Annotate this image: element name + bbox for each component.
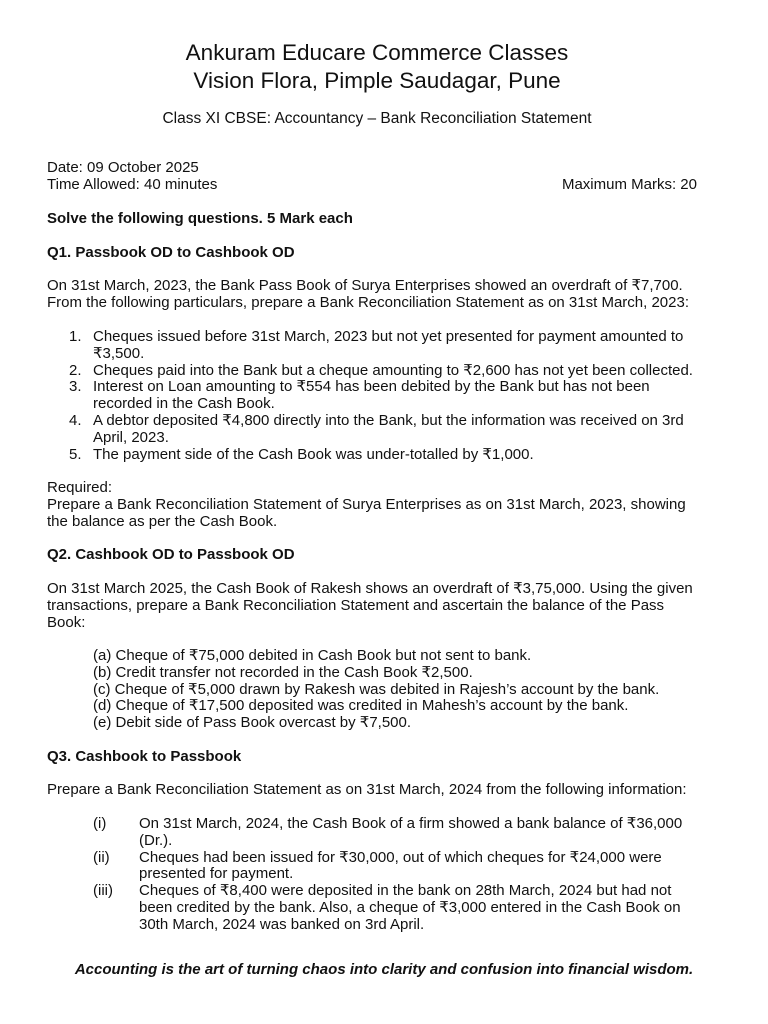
q3-item — [47, 883, 709, 933]
q1-item-number: 3. — [69, 378, 82, 396]
q2-list — [47, 648, 707, 732]
q1-item-number: 1. — [69, 328, 82, 345]
q1-item-text: A debtor deposited ₹4,800 directly into the Bank, but the information was received on 3rd — [93, 411, 684, 429]
q3-item-text: 30th March, 2024 was banked on 3rd April. — [139, 915, 425, 933]
exam-meta-row — [47, 177, 707, 194]
q3-item-text: On 31st March, 2024, the Cash Book of a firm showed a bank balance of ₹36,000 — [139, 815, 683, 832]
q1-item-text: Cheques issued before 31st March, 2023 but not yet presented for payment amounted to — [93, 328, 684, 345]
q3-item-text: been credited by the bank. Also, a cheque of ₹3,000 entered in the Cash Book on — [139, 898, 681, 916]
q3-item-text: (Dr.). — [139, 831, 173, 849]
exam-date: Date: 09 October 2025 — [47, 159, 199, 176]
q1-item — [47, 363, 705, 380]
q3-intro: Prepare a Bank Reconciliation Statement as on 31st March, 2024 from the following information: — [47, 781, 687, 798]
q3-item-text: Cheques of ₹8,400 were deposited in the bank on 28th March, 2024 but had not — [139, 882, 672, 900]
q1-required — [47, 480, 707, 530]
q1-item — [47, 413, 705, 447]
instruction: Solve the following questions. 5 Mark each — [47, 210, 353, 227]
q1-item-number: 4. — [69, 411, 82, 429]
q2-intro-line: On 31st March 2025, the Cash Book of Rakesh shows an overdraft of ₹3,75,000. Using the given — [47, 580, 693, 597]
q2-intro-line: transactions, prepare a Bank Reconciliation Statement and ascertain the balance of the Pass — [47, 596, 665, 614]
q3-item — [47, 850, 709, 884]
q2-item: (c) Cheque of ₹5,000 drawn by Rakesh was debited in Rajesh’s account by the bank. — [93, 680, 660, 698]
q3-list — [47, 816, 707, 934]
q2-item: (a) Cheque of ₹75,000 debited in Cash Book but not sent to bank. — [93, 647, 532, 664]
footer-quote: Accounting is the art of turning chaos into clarity and confusion into financial wisdom. — [74, 961, 694, 978]
q1-item — [47, 329, 705, 363]
q1-item-text: Interest on Loan amounting to ₹554 has been debited by the Bank but has not been — [93, 378, 650, 396]
q2-item: (b) Credit transfer not recorded in the Cash Book ₹2,500. — [93, 663, 473, 681]
q1-item-number: 5. — [69, 445, 82, 463]
q1-item-number: 2. — [69, 361, 82, 379]
maximum-marks: Maximum Marks: 20 — [561, 176, 697, 193]
q3-title: Q3. Cashbook to Passbook — [47, 748, 242, 765]
paper-subtitle: Class XI CBSE: Accountancy – Bank Reconciliation Statement — [162, 110, 592, 127]
q1-required-label: Required: — [47, 479, 113, 496]
q3-item-text: presented for payment. — [139, 865, 294, 883]
q1-required-text: Prepare a Bank Reconciliation Statement of Surya Enterprises as on 31st March, 2023, showing — [47, 495, 686, 513]
q3-item-text: Cheques had been issued for ₹30,000, out of which cheques for ₹24,000 were — [139, 848, 662, 866]
q1-item — [47, 379, 705, 413]
q3-item-number: (ii) — [93, 848, 110, 866]
q1-intro-line: On 31st March, 2023, the Bank Pass Book of Surya Enterprises showed an overdraft of ₹7,700. — [47, 277, 683, 294]
q1-intro-line: From the following particulars, prepare a Bank Reconciliation Statement as on 31st March, 2023: — [47, 293, 689, 311]
q1-item — [47, 447, 705, 464]
q1-intro — [47, 278, 707, 312]
q1-item-text: ₹3,500. — [93, 344, 145, 362]
q1-item-text: April, 2023. — [93, 428, 169, 446]
q2-intro-line: Book: — [47, 613, 86, 631]
q1-title: Q1. Passbook OD to Cashbook OD — [47, 244, 295, 261]
institute-address: Vision Flora, Pimple Saudagar, Pune — [193, 68, 561, 93]
q1-item-text: Cheques paid into the Bank but a cheque amounting to ₹2,600 has not yet been collected. — [93, 361, 693, 379]
q2-title: Q2. Cashbook OD to Passbook OD — [47, 546, 295, 563]
q3-item — [47, 816, 709, 850]
q1-required-text: the balance as per the Cash Book. — [47, 512, 278, 530]
q1-list — [47, 329, 707, 463]
institute-name: Ankuram Educare Commerce Classes — [185, 40, 569, 65]
q3-item-number: (iii) — [93, 882, 113, 900]
q2-item: (e) Debit side of Pass Book overcast by ₹7,500. — [93, 714, 412, 732]
q2-item: (d) Cheque of ₹17,500 deposited was credited in Mahesh’s account by the bank. — [93, 697, 629, 715]
q1-item-text: recorded in the Cash Book. — [93, 395, 275, 413]
time-allowed: Time Allowed: 40 minutes — [47, 176, 218, 193]
q2-intro — [47, 581, 707, 631]
q1-item-text: The payment side of the Cash Book was under-totalled by ₹1,000. — [93, 445, 534, 463]
q3-item-number: (i) — [93, 815, 107, 832]
